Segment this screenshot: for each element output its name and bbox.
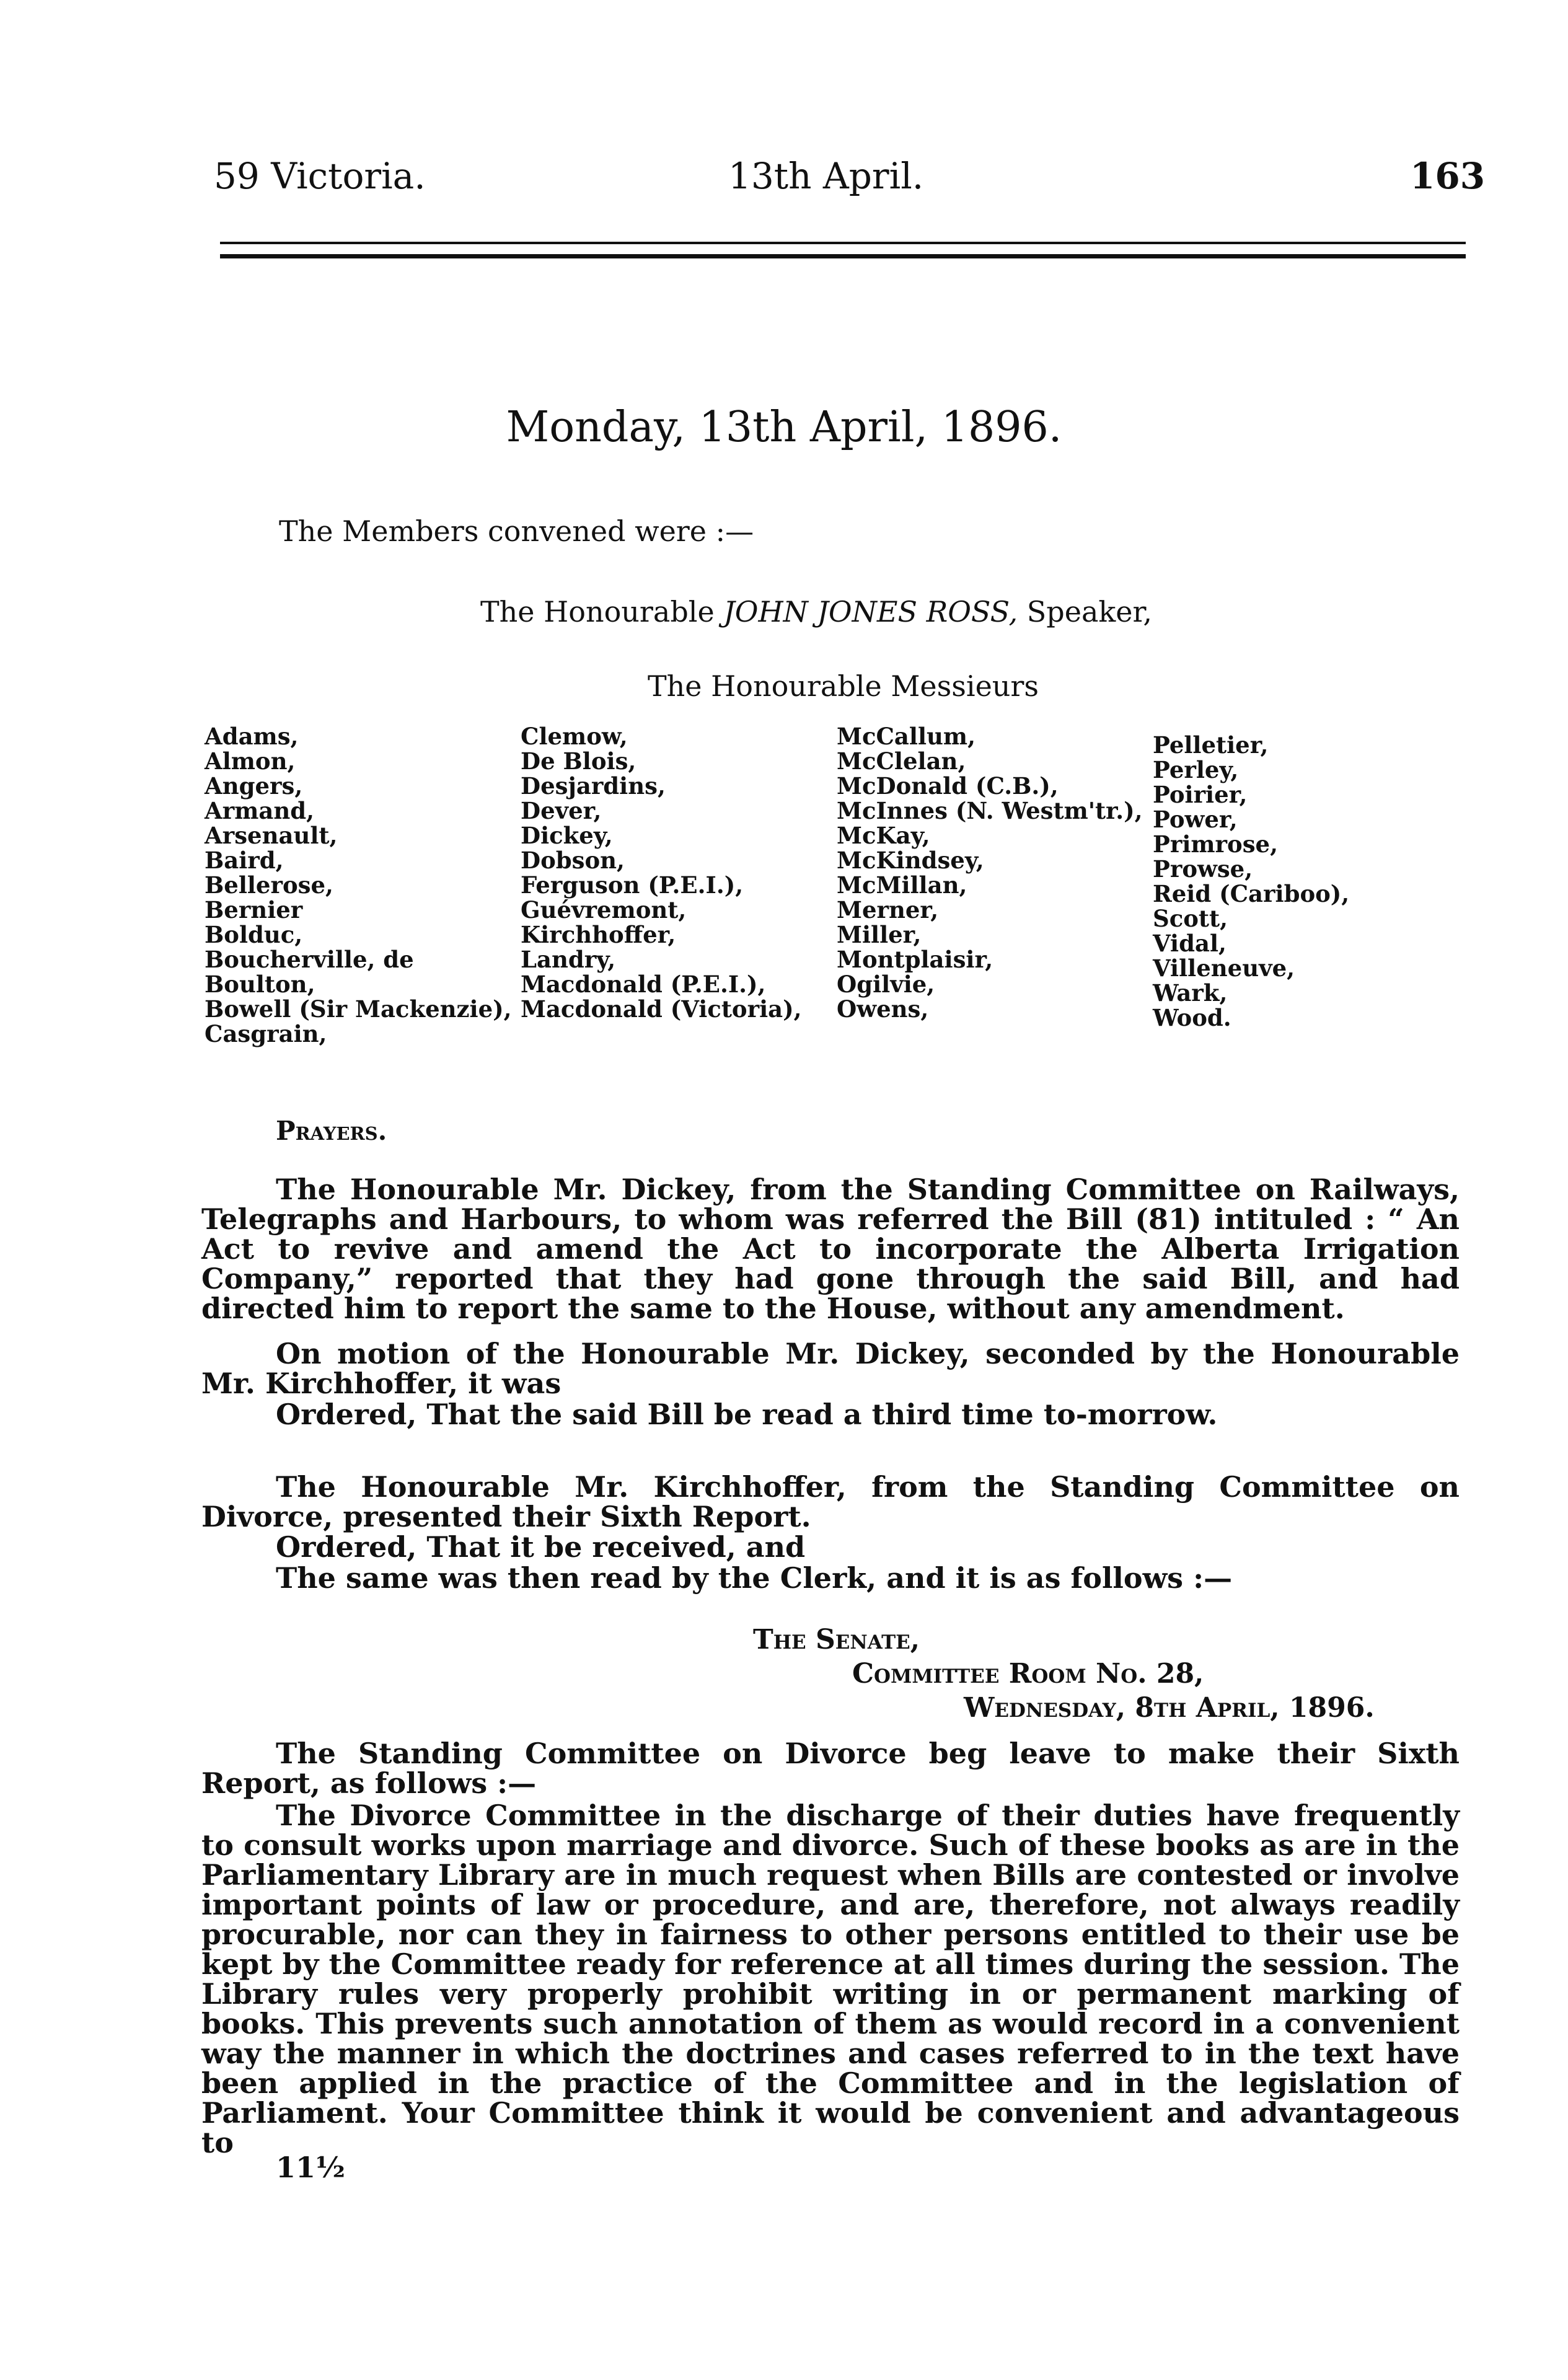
member-name: Wood. (1153, 1004, 1231, 1031)
paragraph-divorce-report: The Honourable Mr. Kirchhoffer, from the Standing Committee on Divorce, presented their Sixth Report. (201, 1470, 1460, 1533)
member-name: McCallum, (837, 723, 976, 750)
member-name: Adams, (205, 723, 299, 750)
member-name: McMillan, (837, 871, 967, 899)
member-name: Power, (1153, 806, 1238, 833)
report-date: Wednesday, 8th April, 1896. (964, 1692, 1375, 1724)
members-column-1 (205, 724, 512, 1046)
paragraph-ordered-third-reading: Ordered, That the said Bill be read a third time to-morrow. (276, 1398, 1218, 1431)
speaker-title: Speaker, (1026, 595, 1153, 628)
report-senate: The Senate, (753, 1624, 920, 1655)
paragraph-ordered-received: Ordered, That it be received, and (276, 1530, 806, 1564)
member-name: Perley, (1153, 756, 1239, 783)
member-name: McClelan, (837, 747, 966, 775)
member-name: Montplaisir, (837, 946, 993, 973)
member-name: Arsenault, (205, 822, 338, 849)
member-name: Macdonald (P.E.I.), (521, 971, 766, 998)
member-name: Villeneuve, (1153, 954, 1295, 982)
members-column-4 (1153, 733, 1349, 1030)
speaker-prefix: The Honourable (480, 595, 715, 628)
member-name: McKay, (837, 822, 930, 849)
member-name: McInnes (N. Westm'tr.), (837, 797, 1143, 824)
member-name: Dickey, (521, 822, 613, 849)
member-name: Scott, (1153, 905, 1228, 932)
report-room: Committee Room No. 28, (852, 1658, 1204, 1690)
members-column-2 (521, 724, 802, 1021)
member-name: Clemow, (521, 723, 628, 750)
member-name: Ogilvie, (837, 971, 935, 998)
member-name: Dever, (521, 797, 602, 824)
report-body: The Divorce Committee in the discharge of their duties have frequently to consult works upon marriage and divorce. Such of these books as are in the Parliamentary Library are in much request when Bills are contested or involve important points of law or procedure, and are, therefore, not always readily procurable, nor can they in fairness to other persons entitled to their use be kept by the Committee ready for reference at all times during the session. The Library rules very properly prohibit writing in or permanent marking of books. This prevents such annotation of them as would record in a convenient way the manner in which the doctrines and cases referred to in the text have been applied in the practice of the Committee and in the legislation of Parliament. Your Committee think it would be convenient and advantageous to (201, 1799, 1460, 2159)
header-rule-thin (220, 242, 1466, 244)
member-name: Bowell (Sir Mackenzie), (205, 995, 512, 1023)
member-name: Vidal, (1153, 930, 1227, 957)
member-name: Desjardins, (521, 772, 666, 800)
member-name: McDonald (C.B.), (837, 772, 1059, 800)
header-rule-thick (220, 254, 1466, 258)
member-name: Bernier (205, 896, 303, 923)
paragraph-read-by-clerk: The same was then read by the Clerk, and it is as follows :— (276, 1561, 1233, 1595)
member-name: Macdonald (Victoria), (521, 995, 802, 1023)
prayers-heading: Prayers. (276, 1116, 387, 1146)
member-name: Miller, (837, 921, 922, 948)
speaker-name: JOHN JONES ROSS, (723, 595, 1018, 628)
member-name: Pelletier, (1153, 731, 1269, 759)
member-name: Bellerose, (205, 871, 333, 899)
member-name: Primrose, (1153, 831, 1278, 858)
speaker-line (480, 595, 1152, 628)
member-name: Merner, (837, 896, 939, 923)
member-name: Boucherville, de (205, 946, 414, 973)
header-session: 59 Victoria. (214, 155, 426, 197)
member-name: Armand, (205, 797, 314, 824)
member-name: Kirchhoffer, (521, 921, 676, 948)
member-name: Angers, (205, 772, 303, 800)
member-name: Wark, (1153, 979, 1228, 1007)
messieurs-line: The Honourable Messieurs (648, 669, 1039, 703)
member-name: Almon, (205, 747, 296, 775)
member-name: Casgrain, (205, 1020, 327, 1047)
paragraph-committee-report: The Honourable Mr. Dickey, from the Standing Committee on Railways, Telegraphs and Harbours, to whom was referred the Bill (81) intituled : “ An Act to revive and amend the Act to incorporate the Alberta Irrigation Company,” reported that they had gone through the said Bill, and had directed him to report the same to the House, without any amendment. (201, 1173, 1460, 1325)
member-name: Prowse, (1153, 855, 1253, 883)
member-name: Landry, (521, 946, 616, 973)
paragraph-motion: On motion of the Honourable Mr. Dickey, seconded by the Honourable Mr. Kirchhoffer, it was (201, 1337, 1460, 1400)
member-name: Guévremont, (521, 896, 687, 923)
member-name: Baird, (205, 847, 284, 874)
member-name: Poirier, (1153, 781, 1248, 808)
member-name: Ferguson (P.E.I.), (521, 871, 744, 899)
member-name: McKindsey, (837, 847, 984, 874)
member-name: Owens, (837, 995, 929, 1023)
member-name: Boulton, (205, 971, 315, 998)
members-convened-line: The Members convened were :— (279, 514, 754, 548)
member-name: De Blois, (521, 747, 636, 775)
members-column-3 (837, 724, 1143, 1021)
report-intro: The Standing Committee on Divorce beg leave to make their Sixth Report, as follows :— (201, 1737, 1460, 1800)
page-number: 163 (1410, 155, 1486, 197)
signature-mark: 11½ (276, 2151, 345, 2184)
member-name: Dobson, (521, 847, 625, 874)
member-name: Bolduc, (205, 921, 303, 948)
sitting-date-title: Monday, 13th April, 1896. (506, 403, 1062, 452)
member-name: Reid (Cariboo), (1153, 880, 1350, 907)
header-date: 13th April. (728, 155, 924, 197)
